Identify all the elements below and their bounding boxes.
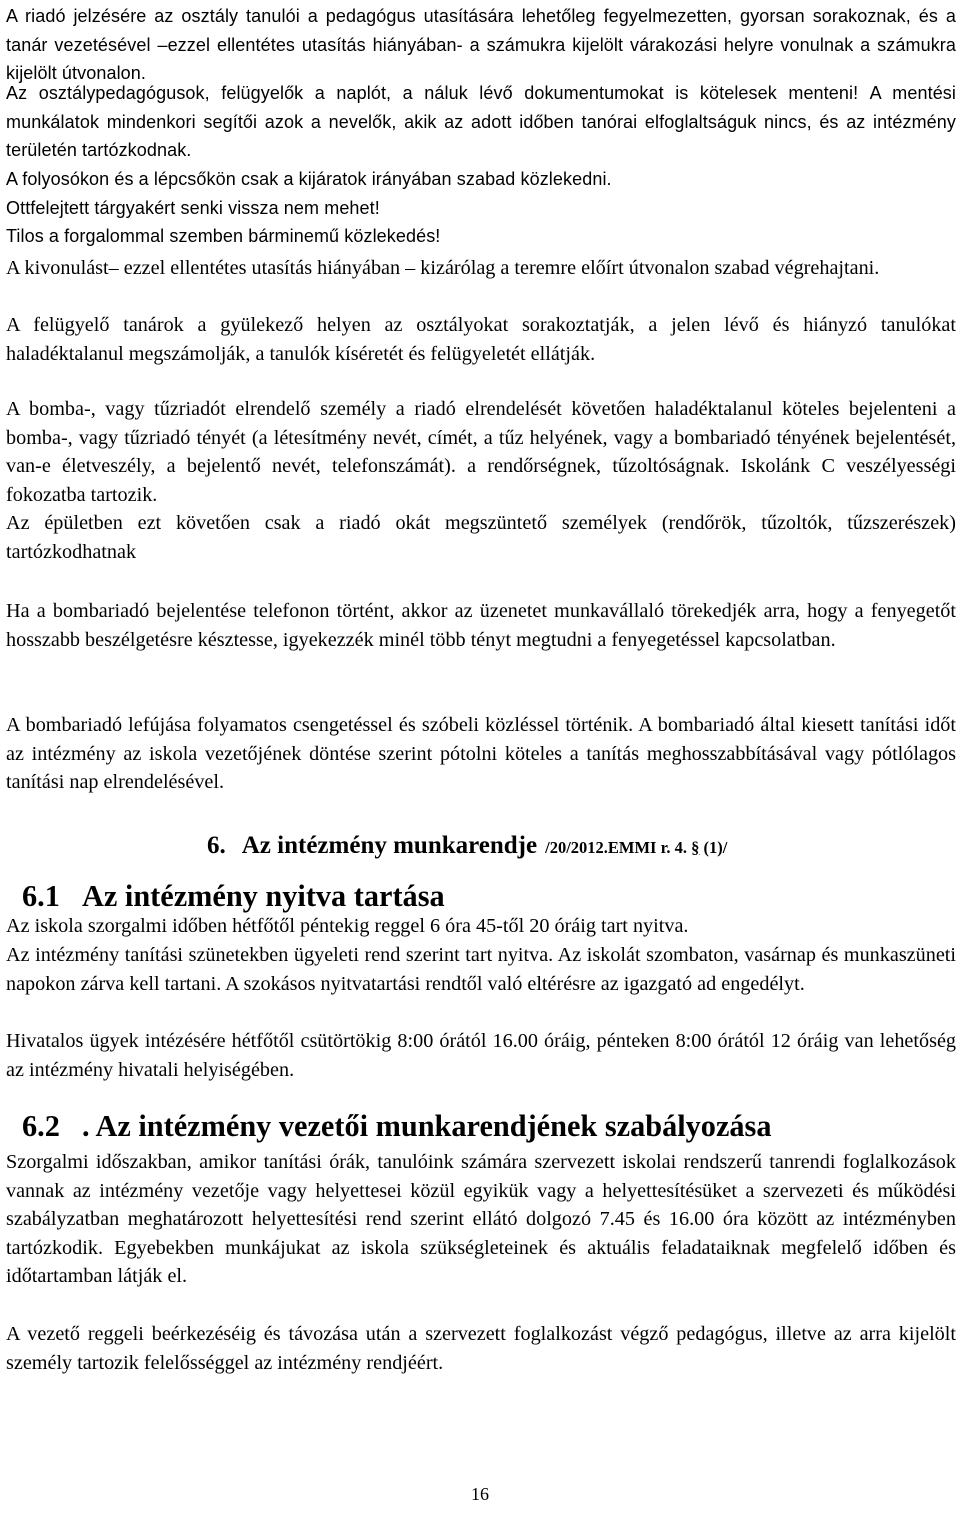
section-number: 6.2: [22, 1109, 60, 1143]
paragraph-text: Ha a bombariadó bejelentése telefonon történt, akkor az üzenetet munkavállaló törekedjék arra, hogy a fenyegetőt hosszabb beszélgetésre késztesse, igyekezzék minél több tényt megtudni a fenyegetéssel kapcsolatban.: [6, 600, 956, 651]
paragraph-text: Ottfelejtett tárgyakért senki vissza nem mehet!: [6, 198, 380, 218]
paragraph-supervisor-duties: [6, 311, 956, 368]
paragraph-text: Az intézmény tanítási szünetekben ügyeleti rend szerint tart nyitva. Az iskolát szombaton, vasárnap és munkaszüneti napokon zárva kell tartani. A szokásos nyitvatartási rendtől való eltérésre az igazgató ad engedélyt.: [6, 944, 956, 995]
paragraph-responsibility: [6, 1320, 956, 1377]
paragraph-school-hours: [6, 912, 956, 941]
paragraph-text: Az iskola szorgalmi időben hétfőtől péntekig reggel 6 óra 45-től 20 óráig tart nyitva.: [6, 915, 689, 937]
paragraph-text: A bombariadó lefújása folyamatos csengetéssel és szóbeli közléssel történik. A bombariadó által kiesett tanítási időt az intézmény az iskola vezetőjének döntése szerint pótolni köteles a tanítás meghosszabbításával vagy pótlólagos tanítási nap elrendelésével.: [6, 714, 956, 794]
section-heading-opening-hours: [22, 879, 445, 913]
chapter-legal-reference: [545, 838, 727, 857]
paragraph-corridor-rule: [6, 165, 956, 194]
paragraph-text: Az épületben ezt követően csak a riadó okát megszüntető személyek (rendőrök, tűzoltók, tűzszerészek) tartózkodhatnak: [6, 512, 956, 563]
paragraph-holiday-hours: [6, 941, 956, 998]
paragraph-evacuation-route: [6, 254, 956, 283]
paragraph-no-counter-traffic: [6, 222, 956, 251]
paragraph-text: Tilos a forgalommal szemben bárminemű közlekedés!: [6, 226, 441, 246]
paragraph-office-hours: [6, 1027, 956, 1084]
paragraph-document-saving: [6, 79, 956, 165]
section-heading-leader-schedule: [22, 1109, 772, 1143]
paragraph-text: Az osztálypedagógusok, felügyelők a naplót, a náluk lévő dokumentumokat is kötelesek menteni!: [6, 83, 859, 103]
section-title: Az intézmény nyitva tartása: [82, 879, 445, 913]
paragraph-text: A kivonulást– ezzel ellentétes utasítás hiányában – kizárólag a teremre előírt útvonalon szabad végrehajtani.: [6, 257, 880, 279]
paragraph-text: Szorgalmi időszakban, amikor tanítási órák, tanulóink számára szervezett iskolai rendszerű tanrendi foglalkozások vannak az intézmény vezetője vagy helyettesei közül egyikük vagy a helyettesítésüket a szervezeti és működési szabályzatban meghatározott helyettesítési rend szerint ellátó dolgozó 7.45 és 16.00 óra között az intézményben tartózkodik. Egyebekben munkájukat az iskola szükségleteinek és aktuális feladataiknak megfelelő időben és időtartamban látják el.: [6, 1151, 956, 1288]
paragraph-text: Hivatalos ügyek intézésére hétfőtől csütörtökig 8:00 órától 16.00 óráig, pénteken 8:00 órától 12 óráig van lehetőség az intézmény hivatali helyiségében.: [6, 1030, 956, 1081]
page-number: 16: [471, 1484, 489, 1504]
paragraph-forgotten-items: [6, 194, 956, 223]
paragraph-text: A bomba-, vagy tűzriadót elrendelő személy a riadó elrendelését követően haladéktalanul köteles bejelenteni a bomba-, vagy tűzriadó tényét (a létesítmény nevét, címét, a tűz helyének, vagy a bombariadó tényének bejelentését, van-e életveszély, a bejelentő nevét, telefonszámát). a rendőrségnek, tűzoltóságnak. Iskolánk C veszélyességi fokozatba tartozik.: [6, 398, 956, 506]
section-number: 6.1: [22, 879, 60, 913]
paragraph-text: A felügyelő tanárok a gyülekező helyen az osztályokat sorakoztatják, a jelen lévő és hiányzó tanulókat haladéktalanul megszámolják, a tanulók kíséretét és felügyeletét ellátják.: [6, 314, 956, 365]
section-sign: §: [691, 838, 700, 857]
legal-reference-suffix: (1)/: [699, 838, 728, 857]
section-title: . Az intézmény vezetői munkarendjének szabályozása: [82, 1109, 772, 1143]
paragraph-alarm-cancel: [6, 711, 956, 797]
chapter-title: Az intézmény munkarendje: [241, 832, 538, 859]
paragraph-alarm-procedure: [6, 2, 956, 88]
legal-reference-text: /20/2012.EMMI r. 4.: [545, 838, 688, 857]
chapter-heading: [207, 823, 727, 865]
paragraph-alarm-reporting: [6, 395, 956, 567]
paragraph-text: A mentési munkálatok mindenkori segítői azok a nevelők, akik az adott időben tanórai elfoglaltságuk nincs, és az intézmény területén tartózkodnak.: [6, 83, 956, 161]
paragraph-text: A riadó jelzésére az osztály tanulói a pedagógus utasítására lehetőleg fegyelmezetten, gyorsan sorakoznak, és a tanár vezetésével –ezzel ellentétes utasítás hiányában- a számukra kijelölt várakozási helyre vonulnak a számukra kijelölt útvonalon.: [6, 6, 956, 84]
paragraph-phone-threat: [6, 597, 956, 654]
paragraph-leader-presence: [6, 1148, 956, 1291]
paragraph-text: A vezető reggeli beérkezéséig és távozása után a szervezett foglalkozást végző pedagógus, illetve az arra kijelölt személy tartozik felelősséggel az intézmény rendjéért.: [6, 1323, 956, 1374]
paragraph-text: A folyosókon és a lépcsőkön csak a kijáratok irányában szabad közlekedni.: [6, 169, 612, 189]
chapter-number: 6.: [207, 832, 226, 859]
